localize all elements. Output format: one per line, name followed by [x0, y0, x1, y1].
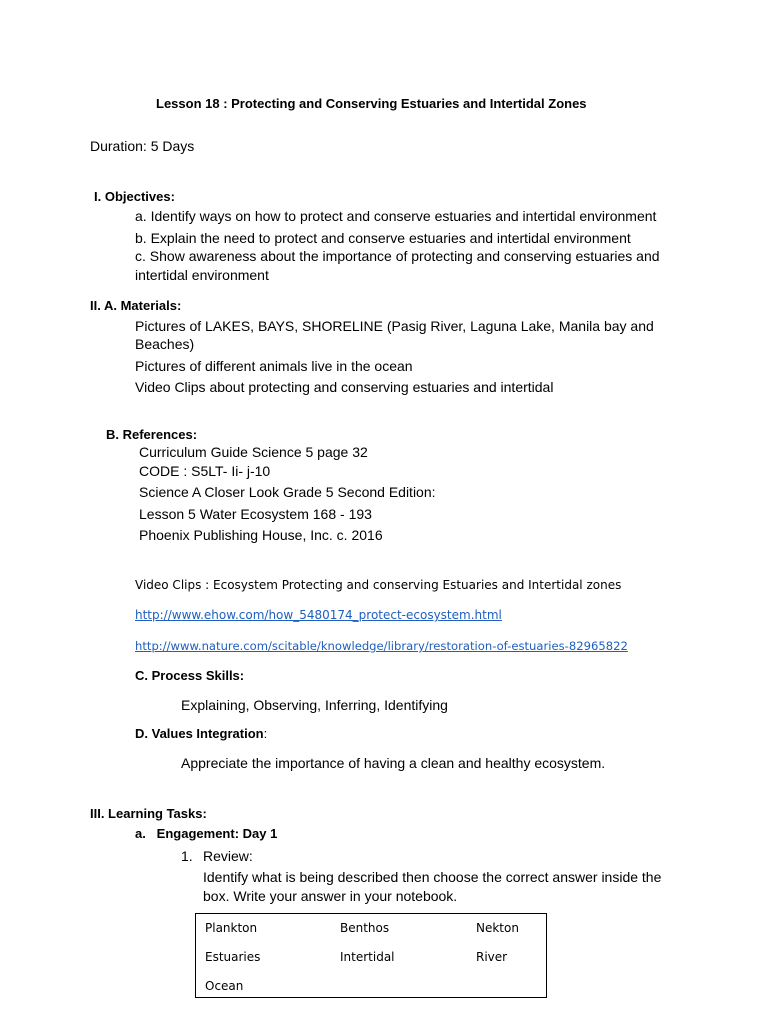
references-heading: B. References:	[106, 427, 198, 442]
objective-item: b. Explain the need to protect and conserve estuaries and intertidal environment	[135, 230, 631, 246]
reference-item: Curriculum Guide Science 5 page 32	[139, 444, 368, 460]
reference-item: CODE : S5LT- Ii- j-10	[139, 463, 271, 479]
values-text: Appreciate the importance of having a clean and healthy ecosystem.	[181, 755, 606, 771]
answer-choices-box	[195, 913, 547, 998]
review-number: 1.	[181, 848, 193, 864]
choice-estuaries: Estuaries	[205, 950, 261, 964]
choice-plankton: Plankton	[205, 921, 258, 935]
reference-item: Science A Closer Look Grade 5 Second Edition:	[139, 484, 436, 500]
choice-nekton: Nekton	[476, 921, 519, 935]
ehow-link[interactable]: http://www.ehow.com/how_5480174_protect-ecosystem.html	[135, 608, 502, 622]
engagement-heading: a. Engagement: Day 1	[135, 826, 278, 841]
materials-heading: II. A. Materials:	[90, 298, 182, 313]
choice-benthos: Benthos	[340, 921, 390, 935]
duration-text: Duration: 5 Days	[90, 138, 195, 154]
objective-item: a. Identify ways on how to protect and conserve estuaries and intertidal environment	[135, 208, 657, 224]
values-heading	[135, 724, 267, 743]
choice-river: River	[476, 950, 508, 964]
review-label: Review:	[203, 848, 253, 864]
choice-intertidal: Intertidal	[340, 950, 395, 964]
review-instructions-continued: box. Write your answer in your notebook.	[203, 888, 458, 904]
choice-ocean: Ocean	[205, 979, 244, 993]
values-heading-colon: :	[263, 726, 268, 741]
reference-item: Lesson 5 Water Ecosystem 168 - 193	[139, 506, 372, 522]
learning-tasks-heading: III. Learning Tasks:	[90, 806, 207, 821]
process-skills-heading: C. Process Skills:	[135, 668, 245, 683]
video-clips-text: Video Clips : Ecosystem Protecting and conserving Estuaries and Intertidal zones	[135, 578, 622, 592]
values-heading-label: D. Values Integration	[135, 726, 264, 741]
process-skills-text: Explaining, Observing, Inferring, Identifying	[181, 697, 448, 713]
lesson-title: Lesson 18 : Protecting and Conserving Estuaries and Intertidal Zones	[156, 96, 587, 111]
review-instructions: Identify what is being described then choose the correct answer inside the	[203, 869, 662, 885]
objectives-heading: I. Objectives:	[94, 189, 175, 204]
materials-item: Pictures of different animals live in the ocean	[135, 358, 413, 374]
objective-item: c. Show awareness about the importance of protecting and conserving estuaries and	[135, 248, 660, 264]
reference-item: Phoenix Publishing House, Inc. c. 2016	[139, 527, 383, 543]
materials-item: Video Clips about protecting and conserving estuaries and intertidal	[135, 379, 554, 395]
materials-item: Pictures of LAKES, BAYS, SHORELINE (Pasig River, Laguna Lake, Manila bay and	[135, 318, 654, 334]
objective-item-continued: intertidal environment	[135, 267, 269, 283]
nature-link[interactable]: http://www.nature.com/scitable/knowledge/library/restoration-of-estuaries-82965822	[135, 639, 628, 653]
materials-item-continued: Beaches)	[135, 336, 195, 352]
